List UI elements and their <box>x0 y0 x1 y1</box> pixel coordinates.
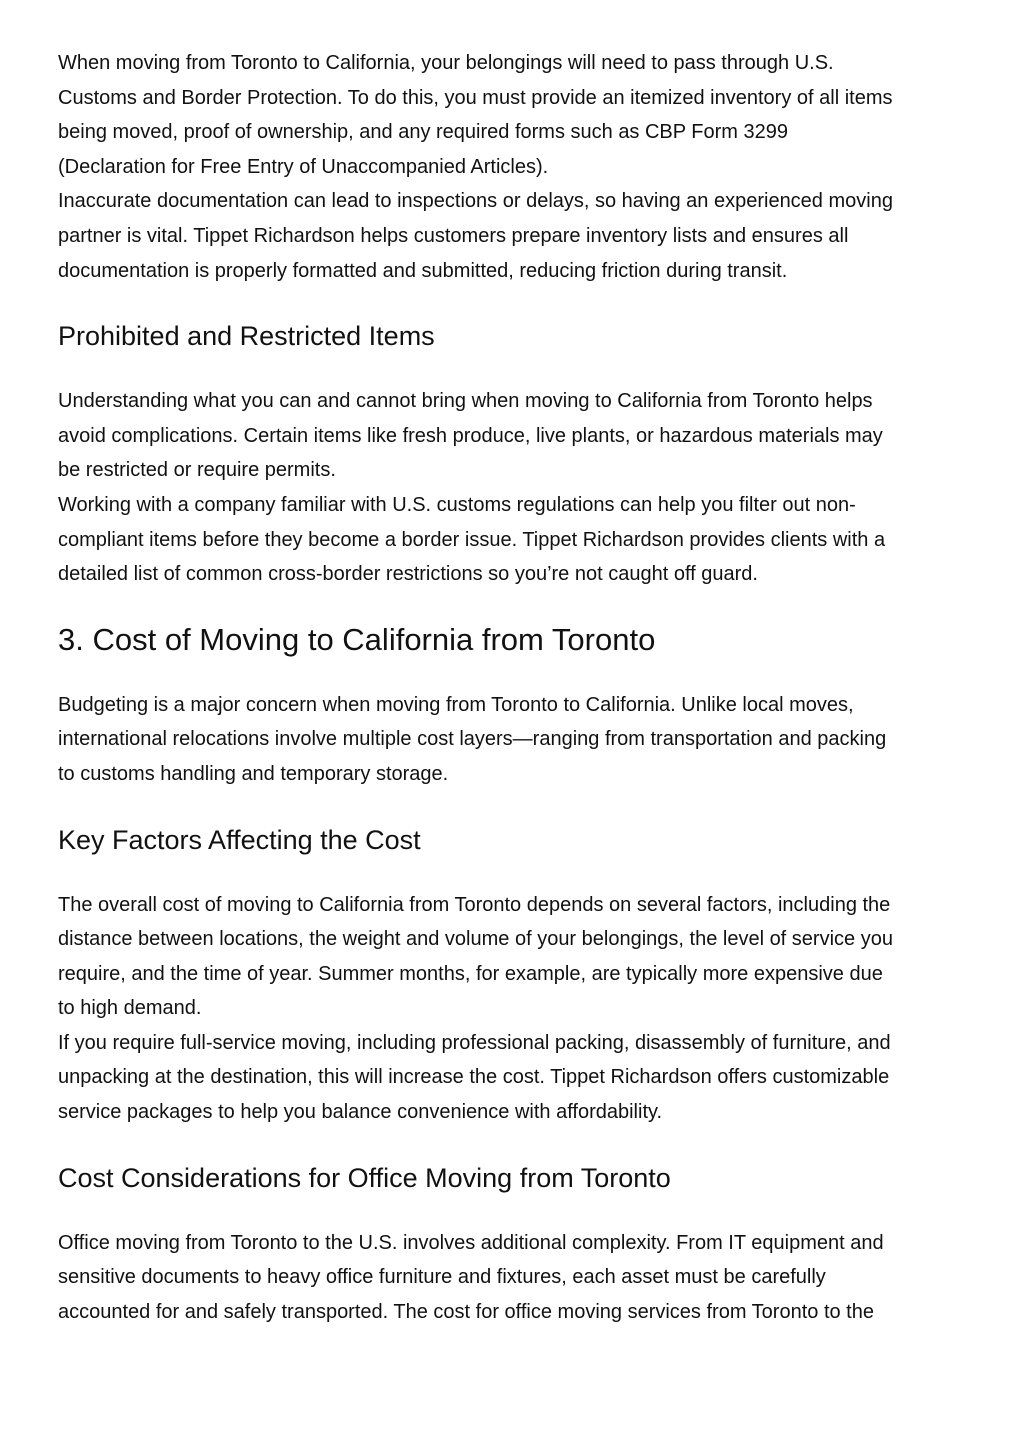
intro-paragraph-1: When moving from Toronto to California, your belongings will need to pass through U.S. Customs and Border Protection. To do this, you must provide an itemized inventory of all items being moved, proof of ownership, and any required forms such as CBP Form 3299 (Declaration for Free Entry of Unaccompanied Articles). <box>58 52 893 178</box>
prohibited-paragraph-1: Understanding what you can and cannot bring when moving to California from Toronto helps avoid complications. Certain items like fresh produce, live plants, or hazardous materials may be restricted or require permits. <box>58 390 883 482</box>
office-heading: Cost Considerations for Office Moving from Toronto <box>58 1162 671 1193</box>
factors-paragraph-1: The overall cost of moving to California from Toronto depends on several factors, including the distance between locations, the weight and volume of your belongings, the level of service you require, and the time of year. Summer months, for example, are typically more expensive due to high demand. <box>58 893 893 1020</box>
cost-heading: 3. Cost of Moving to California from Toronto <box>58 621 656 657</box>
prohibited-paragraph-2: Working with a company familiar with U.S. customs regulations can help you filter out non- compliant items before they become a border issue. Tippet Richardson provides clients with a detailed list of common cross-border restrictions so you’re not caught off guard. <box>58 493 886 586</box>
prohibited-heading: Prohibited and Restricted Items <box>58 321 435 352</box>
intro-paragraph-2: Inaccurate documentation can lead to inspections or delays, so having an experienced moving partner is vital. Tippet Richardson helps customers prepare inventory lists and ensures all documentation is properly formatted and submitted, reducing friction during transit. <box>58 190 893 282</box>
factors-heading: Key Factors Affecting the Cost <box>58 824 421 855</box>
cost-paragraph-1: Budgeting is a major concern when moving from Toronto to California. Unlike local moves, international relocations involve multiple cost layers—ranging from transportation and packing to customs handling and temporary storage. <box>58 693 887 785</box>
factors-paragraph-2: If you require full-service moving, including professional packing, disassembly of furniture, and unpacking at the destination, this will increase the cost. Tippet Richardson offers customizable service packages to help you balance convenience with affordability. <box>58 1031 891 1124</box>
office-paragraph-1: Office moving from Toronto to the U.S. involves additional complexity. From IT equipment and sensitive documents to heavy office furniture and fixtures, each asset must be carefully accounted for and safely transported. The cost for office moving services from Toronto to the <box>58 1231 884 1323</box>
